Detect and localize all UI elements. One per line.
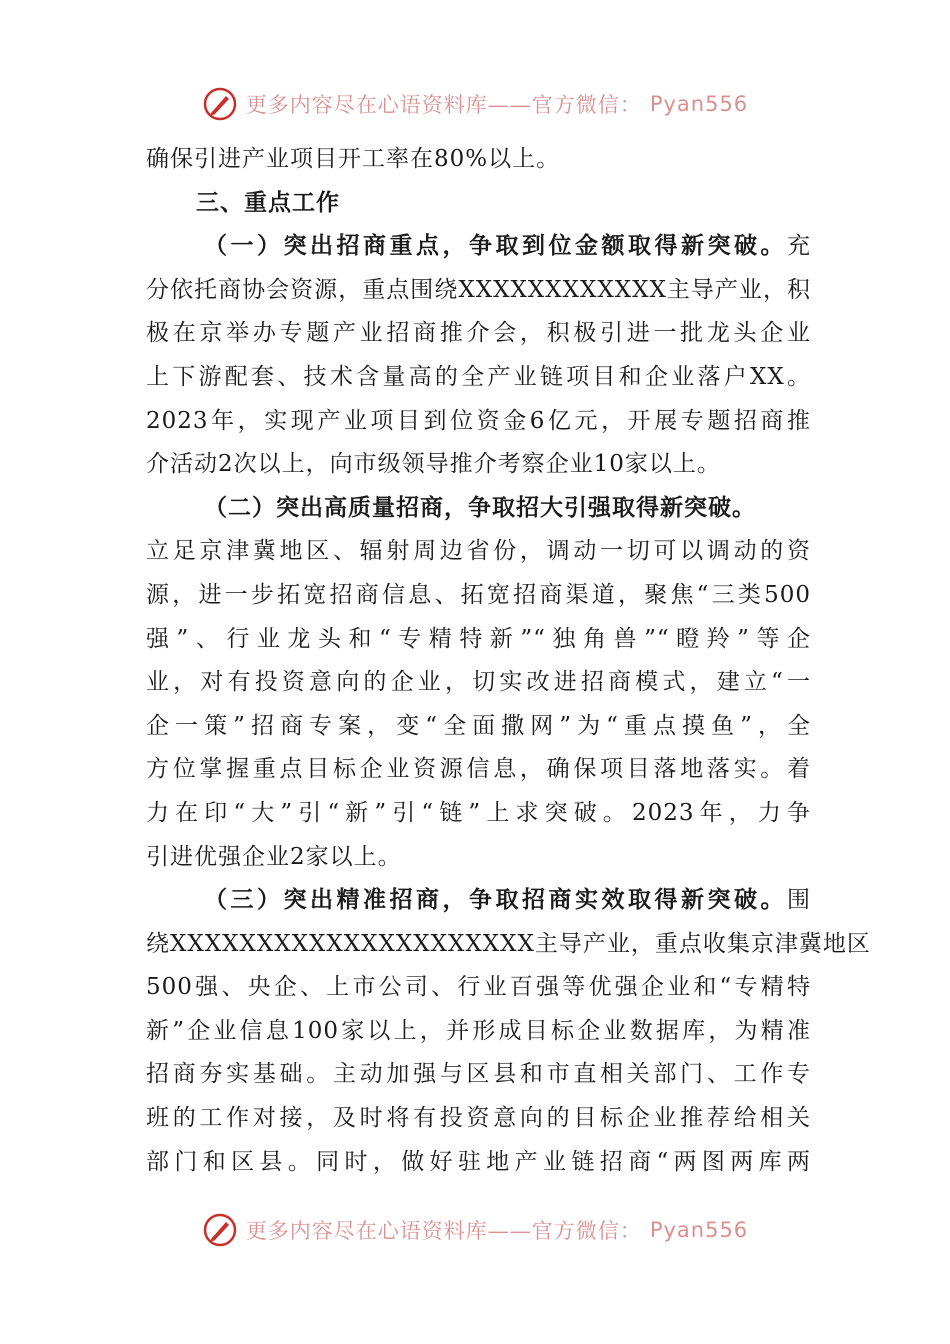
paragraph-line: 方位掌握重点目标企业资源信息，确保项目落地落实。着 xyxy=(146,756,811,783)
paragraph-line: 强”、行业龙头和“专精特新”“独角兽”“瞪羚”等企 xyxy=(146,625,811,652)
paragraph-line: 介活动2次以上，向市级领导推介考察企业10家以上。 xyxy=(146,451,721,478)
paragraph-line: 部门和区县。同时，做好驻地产业链招商“两图两库两 xyxy=(146,1148,811,1175)
paragraph-line: 绕XXXXXXXXXXXXXXXXXXXXX主导产业，重点收集京津冀地区 xyxy=(146,930,871,957)
paragraph-line: 分依托商协会资源，重点围绕XXXXXXXXXXXX主导产业，积 xyxy=(146,276,811,303)
paragraph-line: 2023年，实现产业项目到位资金6亿元，开展专题招商推 xyxy=(146,407,811,434)
paragraph-line: 确保引进产业项目开工率在80%以上。 xyxy=(146,146,561,172)
banner-text: 更多内容尽在心语资料库——官方微信： xyxy=(245,1219,642,1243)
section-heading: 三、重点工作 xyxy=(196,189,340,216)
subsection-heading-line: （二）突出高质量招商，争取招大引强取得新突破。 xyxy=(204,494,756,521)
subsection-heading-line: （三）突出精准招商，争取招商实效取得新突破。围 xyxy=(204,887,811,914)
paragraph-line: 极在京举办专题产业招商推介会，积极引进一批龙头企业 xyxy=(146,320,811,347)
paragraph-line: 招商夯实基础。主动加强与区县和市直相关部门、工作专 xyxy=(146,1061,811,1088)
paragraph-line: 业，对有投资意向的企业，切实改进招商模式，建立“一 xyxy=(146,669,811,696)
paragraph-line: 500强、央企、上市公司、行业百强等优强企业和“专精特 xyxy=(146,974,811,1001)
paragraph-line: 引进优强企业2家以上。 xyxy=(146,843,402,870)
quill-logo-icon xyxy=(202,86,238,122)
paragraph-line: 力在印“大”引“新”引“链”上求突破。2023年，力争 xyxy=(146,799,811,826)
banner-wechat-id: Pyan556 xyxy=(649,1218,749,1242)
subsection-heading-line: （一）突出招商重点，争取到位金额取得新突破。充 xyxy=(204,233,811,260)
footer-banner xyxy=(0,1210,950,1250)
banner-text: 更多内容尽在心语资料库——官方微信： xyxy=(245,93,642,117)
paragraph-line: 班的工作对接，及时将有投资意向的目标企业推荐给相关 xyxy=(146,1105,811,1132)
paragraph-line: 立足京津冀地区、辐射周边省份，调动一切可以调动的资 xyxy=(146,538,811,565)
banner-wechat-id: Pyan556 xyxy=(649,92,749,116)
paragraph-line: 新”企业信息100家以上，并形成目标企业数据库，为精准 xyxy=(146,1017,811,1044)
paragraph-line: 上下游配套、技术含量高的全产业链项目和企业落户XX。 xyxy=(146,363,811,390)
paragraph-line: 企一策”招商专案，变“全面撒网”为“重点摸鱼”，全 xyxy=(146,712,811,739)
header-banner xyxy=(0,84,950,124)
quill-logo-icon xyxy=(202,1212,238,1248)
document-body xyxy=(146,138,871,1184)
paragraph-line: 源，进一步拓宽招商信息、拓宽招商渠道，聚焦“三类500 xyxy=(146,581,811,608)
